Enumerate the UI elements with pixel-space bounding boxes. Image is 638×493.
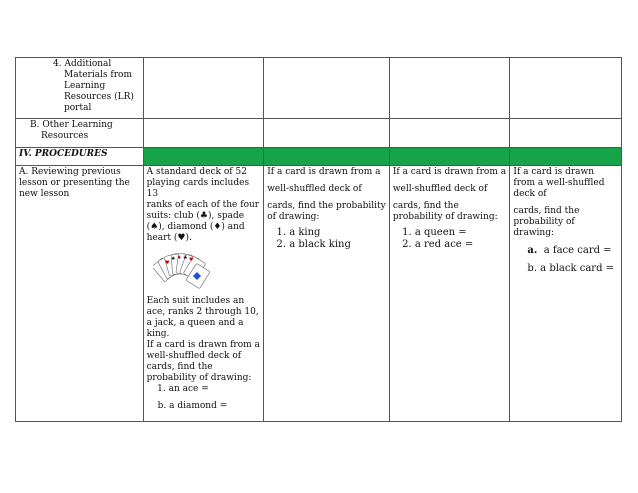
cell-procedures: [16, 148, 144, 166]
table-row: [16, 58, 622, 119]
cell-empty: [143, 58, 264, 119]
question-b: b. a diamond =: [157, 401, 228, 411]
question-a: 1. an ace =: [169, 384, 261, 395]
suits-text: ranks of each of the four suits: club (♣), spade (♠), diamond (♦) and heart (♥).: [146, 200, 260, 243]
procedures-fill: [143, 148, 264, 166]
svg-text:♣: ♣: [182, 255, 188, 261]
cell-additional-materials: [16, 58, 144, 119]
cell-reviewing: [16, 166, 144, 422]
question-a: 1. a king: [289, 227, 386, 239]
procedures-heading: IV. PROCEDURES: [19, 149, 108, 159]
each-suit-text: Each suit includes an ace, ranks 2 through 10, a jack, a queen and a king.: [146, 296, 259, 339]
question-list: [147, 384, 261, 395]
svg-text:♥: ♥: [188, 257, 194, 263]
cell-empty: [264, 58, 390, 119]
table-row: [16, 119, 622, 148]
cell-empty: [389, 58, 510, 119]
question-a: 1. a queen =: [415, 227, 507, 239]
svg-text:♠: ♠: [170, 256, 176, 262]
cell-empty: [264, 119, 390, 148]
question-b: 2. a red ace =: [415, 239, 507, 251]
procedures-fill: [510, 148, 622, 166]
deck-intro-text: A standard deck of 52 playing cards includes 13: [146, 167, 250, 199]
question-a-marker: a.: [527, 245, 538, 256]
table-row: [16, 148, 622, 166]
question-prompt-line: If a card is drawn from a: [392, 167, 507, 177]
cell-other-resources: [16, 119, 144, 148]
cell-empty: [143, 119, 264, 148]
question-b: b. a black card =: [527, 263, 615, 274]
question-prompt-line: cards, find the probability of drawing:: [392, 201, 498, 222]
cell-empty: [510, 58, 622, 119]
cell-day4: [510, 166, 622, 422]
question-a: a face card =: [543, 245, 612, 256]
procedures-fill: [389, 148, 510, 166]
question-prompt-line: well-shuffled deck of: [267, 184, 362, 194]
svg-text:♦: ♦: [176, 255, 182, 261]
question-prompt-line: If a card is drawn from a: [267, 167, 381, 177]
question-list: [393, 227, 507, 251]
lesson-plan-table: [15, 57, 622, 422]
cell-day3: [389, 166, 510, 422]
table-row: [16, 166, 622, 422]
svg-text:♥: ♥: [164, 260, 170, 266]
question-prompt-line: well-shuffled deck of: [392, 184, 488, 194]
question-prompt-line: If a card is drawn from a well-shuffled deck of: [513, 167, 605, 199]
playing-cards-fan-icon: [153, 250, 211, 290]
cell-day2: [264, 166, 390, 422]
cell-day1: [143, 166, 264, 422]
procedures-fill: [264, 148, 390, 166]
reviewing-label: A. Reviewing previous lesson or presenting the new lesson: [19, 167, 130, 199]
question-list: [267, 227, 386, 251]
question-prompt: If a card is drawn from a well-shuffled deck of cards, find the probability of drawing:: [146, 340, 260, 383]
cell-empty: [510, 119, 622, 148]
question-prompt-line: cards, find the probability of drawing:: [513, 206, 580, 238]
other-resources-label: B. Other Learning Resources: [30, 120, 113, 141]
cell-empty: [389, 119, 510, 148]
additional-materials-label: 4. Additional Materials from Learning Resources (LR) portal: [53, 59, 134, 113]
question-b: 2. a black king: [289, 239, 386, 251]
question-prompt-line: cards, find the probability of drawing:: [267, 201, 386, 222]
